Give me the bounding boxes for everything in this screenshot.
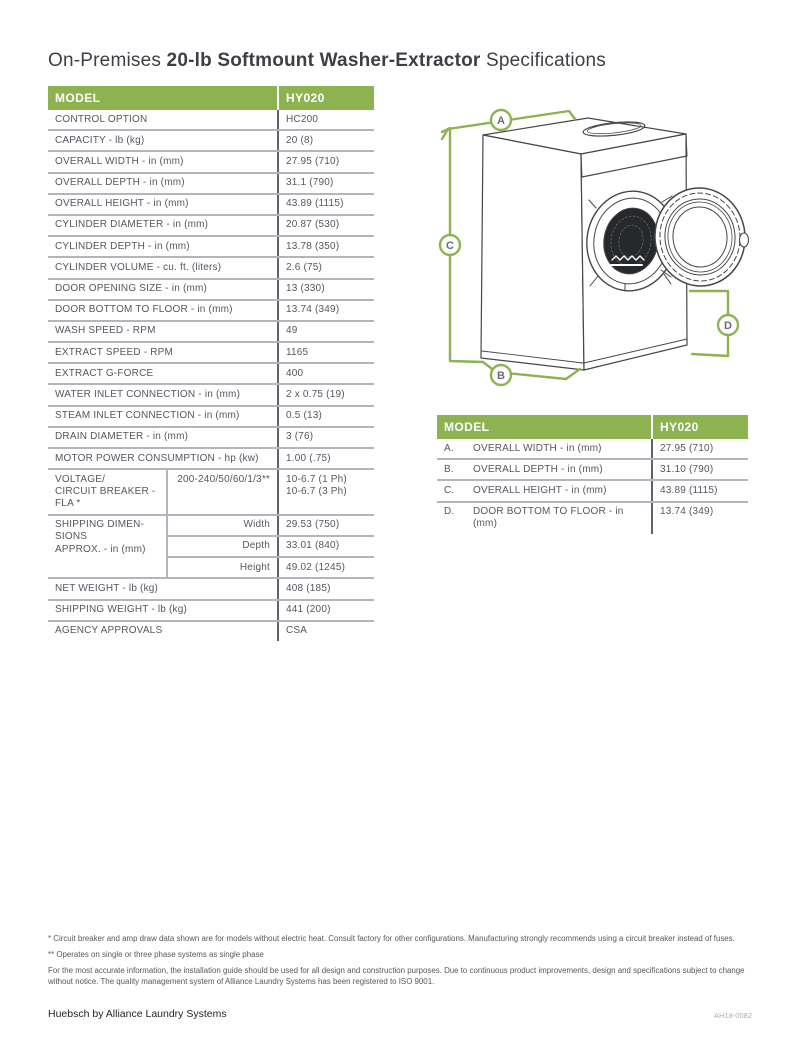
spec-label: CYLINDER DEPTH - in (mm) — [48, 236, 278, 257]
spec-label: CYLINDER VOLUME - cu. ft. (liters) — [48, 257, 278, 278]
spec-value: 20.87 (530) — [278, 215, 374, 236]
spec-label: OVERALL HEIGHT - in (mm) — [48, 194, 278, 215]
shipping-dim-value: 29.53 (750) — [278, 515, 374, 536]
main-spec-table — [48, 86, 374, 641]
spec-value: 20 (8) — [278, 130, 374, 151]
shipping-dim-name: Height — [167, 557, 278, 578]
dim-label-a: A — [497, 115, 505, 127]
shipping-sub-row — [48, 515, 374, 536]
spec-label: NET WEIGHT - lb (kg) — [48, 578, 278, 599]
dim-letter: C. — [437, 480, 466, 501]
shipping-label-line: APPROX. - in (mm) — [55, 543, 146, 555]
dimensions-table — [437, 415, 748, 534]
spec-label: DOOR OPENING SIZE - in (mm) — [48, 279, 278, 300]
title-prefix: On-Premises — [48, 50, 167, 71]
doc-number: AH18-0082 — [714, 1011, 752, 1020]
voltage-label-line: FLA * — [55, 498, 81, 510]
spec-value: 49 — [278, 321, 374, 342]
spec-row — [48, 600, 374, 621]
spec-row — [48, 110, 374, 130]
voltage-label — [48, 469, 167, 515]
shipping-label-line: SIONS — [55, 531, 88, 543]
spec-value: 408 (185) — [278, 578, 374, 599]
spec-row — [48, 130, 374, 151]
shipping-label — [48, 515, 167, 579]
spec-value: 2.6 (75) — [278, 257, 374, 278]
spec-value: HC200 — [278, 110, 374, 130]
dim-letter: D. — [444, 506, 455, 518]
footer-brand: Huebsch by Alliance Laundry Systems — [48, 1008, 227, 1020]
shipping-dim-value: 33.01 (840) — [278, 536, 374, 557]
spec-row — [48, 279, 374, 300]
spec-value: 43.89 (1115) — [278, 194, 374, 215]
spec-label: WASH SPEED - RPM — [48, 321, 278, 342]
spec-label: DOOR BOTTOM TO FLOOR - in (mm) — [48, 300, 278, 321]
footnotes — [48, 933, 754, 992]
model-value-header: HY020 — [278, 86, 374, 110]
spec-value: 0.5 (13) — [278, 406, 374, 427]
voltage-label-line: CIRCUIT BREAKER - — [55, 485, 156, 497]
spec-row — [48, 578, 374, 599]
dim-value: 13.74 (349) — [652, 502, 748, 534]
dim-label: OVERALL WIDTH - in (mm) — [466, 439, 652, 459]
shipping-dim-name: Width — [167, 515, 278, 536]
spec-row — [48, 257, 374, 278]
spec-row — [48, 621, 374, 641]
dim-value: 31.10 (790) — [652, 459, 748, 480]
dim-row — [437, 459, 748, 480]
page-title — [48, 50, 606, 72]
spec-label: EXTRACT G-FORCE — [48, 363, 278, 384]
footnote-phase: ** Operates on single or three phase systems as single phase — [48, 950, 264, 960]
table-header-row — [437, 415, 748, 439]
spec-row — [48, 215, 374, 236]
footnote-disclaimer: For the most accurate information, the installation guide should be used for all design and construction purposes. Due to continuous product improvements, design and specifications subject to change without notice. The quality management system of Alliance Laundry Systems has been registered to ISO 9001. — [48, 966, 745, 987]
spec-row — [48, 151, 374, 172]
voltage-value-line: 10-6.7 (1 Ph) — [286, 473, 347, 485]
spec-label: EXTRACT SPEED - RPM — [48, 342, 278, 363]
title-suffix: Specifications — [480, 50, 607, 71]
spec-row — [48, 342, 374, 363]
dim-row — [437, 439, 748, 459]
spec-value: 13.74 (349) — [278, 300, 374, 321]
shipping-dim-name: Depth — [167, 536, 278, 557]
spec-row — [48, 321, 374, 342]
dim-value: 27.95 (710) — [652, 439, 748, 459]
dim-label: DOOR BOTTOM TO FLOOR - in (mm) — [473, 506, 624, 530]
spec-label: MOTOR POWER CONSUMPTION - hp (kw) — [48, 448, 278, 469]
spec-label: DRAIN DIAMETER - in (mm) — [48, 427, 278, 448]
spec-row — [48, 300, 374, 321]
washer-diagram — [438, 98, 760, 400]
dim-label-b: B — [497, 370, 505, 382]
voltage-value-line: 10-6.7 (3 Ph) — [286, 485, 347, 497]
voltage-label-line: VOLTAGE/ — [55, 473, 106, 485]
spec-value: 3 (76) — [278, 427, 374, 448]
spec-row — [48, 173, 374, 194]
footnote-circuit-breaker: * Circuit breaker and amp draw data shown are for models without electric heat. Consult factory for other configurations. Manufacturing strongly recommends using a circuit breaker instead of fuses. — [48, 934, 735, 943]
dim-label: OVERALL DEPTH - in (mm) — [466, 459, 652, 480]
spec-label: OVERALL WIDTH - in (mm) — [48, 151, 278, 172]
spec-label: CONTROL OPTION — [48, 110, 278, 130]
spec-row — [48, 384, 374, 405]
table-header-row — [48, 86, 374, 110]
spec-value: CSA — [278, 621, 374, 641]
spec-label: CYLINDER DIAMETER - in (mm) — [48, 215, 278, 236]
dim-label-c: C — [446, 240, 454, 252]
dim-label: OVERALL HEIGHT - in (mm) — [466, 480, 652, 501]
shipping-dim-value: 49.02 (1245) — [278, 557, 374, 578]
title-product: 20-lb Softmount Washer-Extractor — [166, 50, 481, 71]
model-value-header: HY020 — [652, 415, 748, 439]
spec-value: 441 (200) — [278, 600, 374, 621]
spec-row — [48, 363, 374, 384]
spec-row — [48, 194, 374, 215]
spec-label: WATER INLET CONNECTION - in (mm) — [48, 384, 278, 405]
spec-value: 400 — [278, 363, 374, 384]
dim-letter: B. — [437, 459, 466, 480]
voltage-spec: 200-240/50/60/1/3** — [167, 469, 278, 515]
spec-label: AGENCY APPROVALS — [55, 625, 163, 637]
dim-value: 43.89 (1115) — [652, 480, 748, 501]
dim-row — [437, 502, 748, 534]
spec-label: OVERALL DEPTH - in (mm) — [48, 173, 278, 194]
spec-value: 27.95 (710) — [278, 151, 374, 172]
spec-value: 2 x 0.75 (19) — [278, 384, 374, 405]
spec-value: 1165 — [278, 342, 374, 363]
model-header: MODEL — [437, 415, 652, 439]
spec-value: 13 (330) — [278, 279, 374, 300]
model-header: MODEL — [48, 86, 278, 110]
spec-label: CAPACITY - lb (kg) — [48, 130, 278, 151]
spec-value: 31.1 (790) — [278, 173, 374, 194]
voltage-value — [278, 469, 374, 515]
dim-label-d: D — [724, 320, 732, 332]
dim-letter: A. — [437, 439, 466, 459]
voltage-row — [48, 469, 374, 515]
shipping-label-line: SHIPPING DIMEN- — [55, 519, 145, 531]
spec-label: STEAM INLET CONNECTION - in (mm) — [48, 406, 278, 427]
spec-row — [48, 448, 374, 469]
spec-value: 13.78 (350) — [278, 236, 374, 257]
spec-label: SHIPPING WEIGHT - lb (kg) — [48, 600, 278, 621]
spec-value: 1.00 (.75) — [278, 448, 374, 469]
spec-row — [48, 427, 374, 448]
spec-row — [48, 236, 374, 257]
dim-row — [437, 480, 748, 501]
spec-row — [48, 406, 374, 427]
